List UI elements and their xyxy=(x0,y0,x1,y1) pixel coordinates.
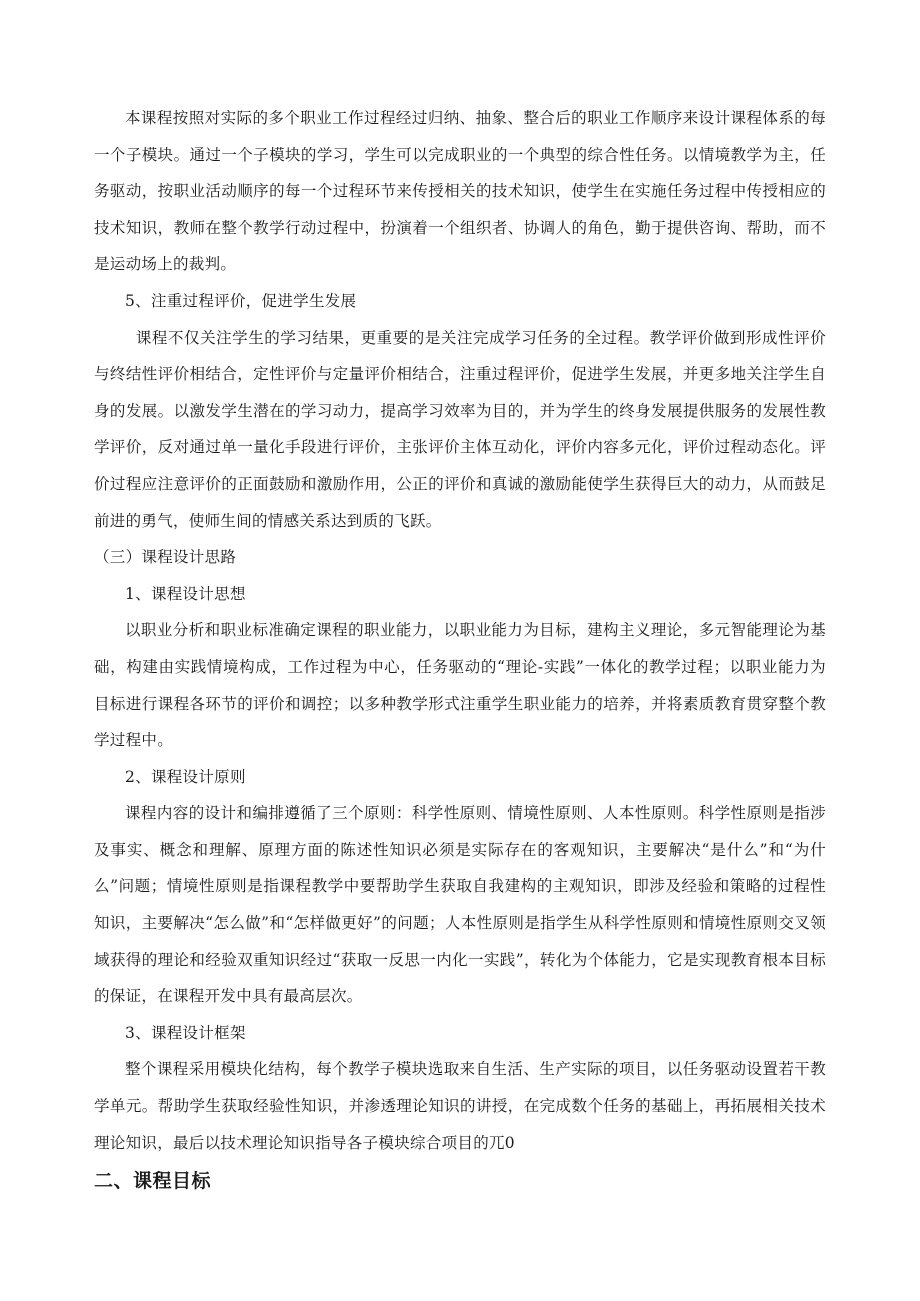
heading-design-principles: 2、课程设计原则 xyxy=(125,767,246,786)
paragraph-design-framework: 整个课程采用模块化结构，每个教学子模块选取来自生活、生产实际的项目，以任务驱动设置若干教学单元。帮助学生获取经验性知识，并渗透理论知识的讲授，在完成数个任务的基础上，再拓展相关技术理论知识，最后以技术理论知识指导各子模块综合项目的兀0 xyxy=(94,1060,826,1152)
document-body xyxy=(94,100,826,1199)
paragraph-process-evaluation: 课程不仅关注学生的学习结果，更重要的是关注完成学习任务的全过程。教学评价做到形成性评价与终结性评价相结合，定性评价与定量评价相结合，注重过程评价，促进学生发展，并更多地关注学生自身的发展。以激发学生潜在的学习动力，提高学习效率为目的，并为学生的终身发展提供服务的发展性教学评价，反对通过单一量化手段进行评价，主张评价主体互动化，评价内容多元化，评价过程动态化。评价过程应注意评价的正面鼓励和激励作用，公正的评价和真诚的激励能使学生获得巨大的动力，从而鼓足前进的勇气，使师生间的情感关系达到质的飞跃。 xyxy=(94,328,826,530)
heading-process-evaluation: 5、注重过程评价，促进学生发展 xyxy=(125,291,357,310)
chapter-heading-course-objectives: 二、课程目标 xyxy=(94,1170,212,1193)
heading-design-philosophy: 1、课程设计思想 xyxy=(125,584,246,603)
paragraph-design-principles: 课程内容的设计和编排遵循了三个原则：科学性原则、情境性原则、人本性原则。科学性原则是指涉及事实、概念和理解、原理方面的陈述性知识必须是实际存在的客观知识，主要解决“是什么”和“为什么”问题；情境性原则是指课程教学中要帮助学生获取自我建构的主观知识，即涉及经验和策略的过程性知识，主要解决“怎么做”和“怎样做更好”的问题；人本性原则是指学生从科学性原则和情境性原则交叉领域获得的理论和经验双重知识经过“获取一反思一内化一实践”，转化为个体能力，它是实现教育根本目标的保证，在课程开发中具有最高层次。 xyxy=(94,804,826,1006)
paragraph-design-philosophy: 以职业分析和职业标准确定课程的职业能力，以职业能力为目标，建构主义理论，多元智能理论为基础，构建由实践情境构成，工作过程为中心，任务驱动的“理论-实践”一体化的教学过程；以职业能力为目标进行课程各环节的评价和调控；以多种教学形式注重学生职业能力的培养，并将素质教育贯穿整个教学过程中。 xyxy=(94,621,826,750)
heading-design-framework: 3、课程设计框架 xyxy=(125,1023,246,1042)
section-heading-design-approach: （三）课程设计思路 xyxy=(94,548,237,567)
paragraph-intro: 本课程按照对实际的多个职业工作过程经过归纳、抽象、整合后的职业工作顺序来设计课程体系的每一个子模块。通过一个子模块的学习，学生可以完成职业的一个典型的综合性任务。以情境教学为主，任务驱动，按职业活动顺序的每一个过程环节来传授相关的技术知识，使学生在实施任务过程中传授相应的技术知识，教师在整个教学行动过程中，扮演着一个组织者、协调人的角色，勤于提供咨询、帮助，而不是运动场上的裁判。 xyxy=(94,109,826,274)
